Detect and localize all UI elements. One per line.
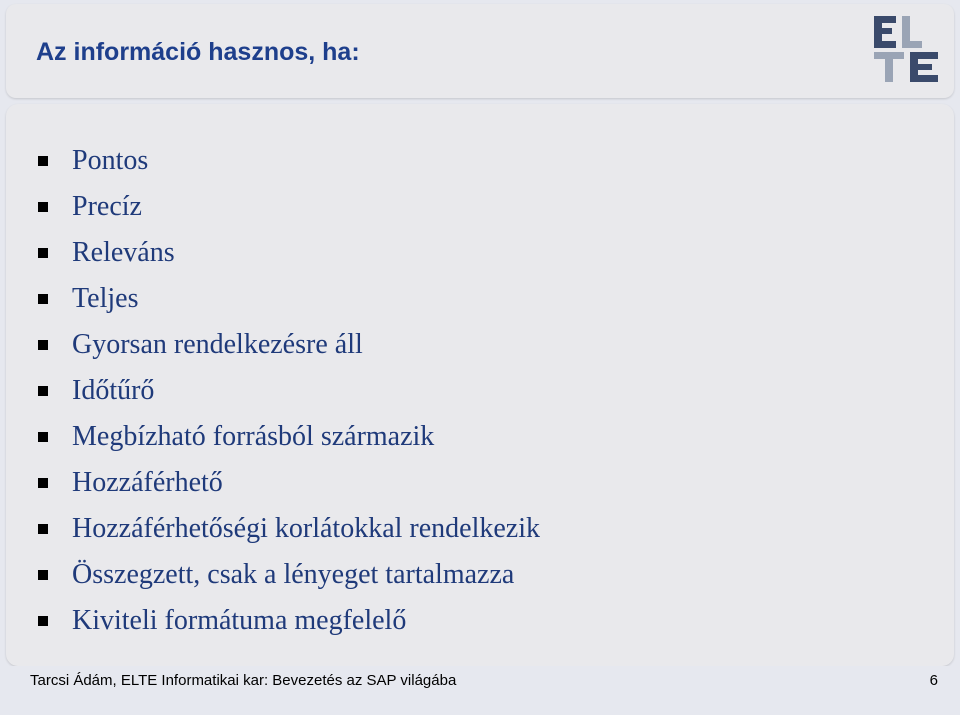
square-bullet-icon — [38, 340, 48, 350]
square-bullet-icon — [38, 524, 48, 534]
square-bullet-icon — [38, 478, 48, 488]
square-bullet-icon — [38, 386, 48, 396]
bullet-text: Hozzáférhetőségi korlátokkal rendelkezik — [72, 513, 541, 544]
bullet-text: Precíz — [72, 191, 142, 222]
bullet-text: Összegzett, csak a lényeget tartalmazza — [72, 559, 515, 590]
bullet-text: Hozzáférhető — [72, 467, 223, 498]
bullet-text: Teljes — [72, 283, 139, 314]
square-bullet-icon — [38, 616, 48, 626]
square-bullet-icon — [38, 570, 48, 580]
bullet-text: Időtűrő — [72, 375, 155, 406]
square-bullet-icon — [38, 432, 48, 442]
bullet-text: Megbízható forrásból származik — [72, 421, 435, 452]
elte-logo — [872, 14, 942, 84]
square-bullet-icon — [38, 156, 48, 166]
bullet-text: Gyorsan rendelkezésre áll — [72, 329, 363, 360]
page-number: 6 — [929, 672, 938, 689]
bullet-text: Pontos — [72, 145, 149, 176]
slide-title: Az információ hasznos, ha: — [36, 38, 360, 66]
square-bullet-icon — [38, 294, 48, 304]
square-bullet-icon — [38, 248, 48, 258]
square-bullet-icon — [38, 202, 48, 212]
footer-text: Tarcsi Ádám, ELTE Informatikai kar: Bevezetés az SAP világába — [30, 672, 457, 689]
bullet-text: Kiviteli formátuma megfelelő — [72, 605, 407, 636]
bullet-text: Releváns — [72, 237, 175, 268]
